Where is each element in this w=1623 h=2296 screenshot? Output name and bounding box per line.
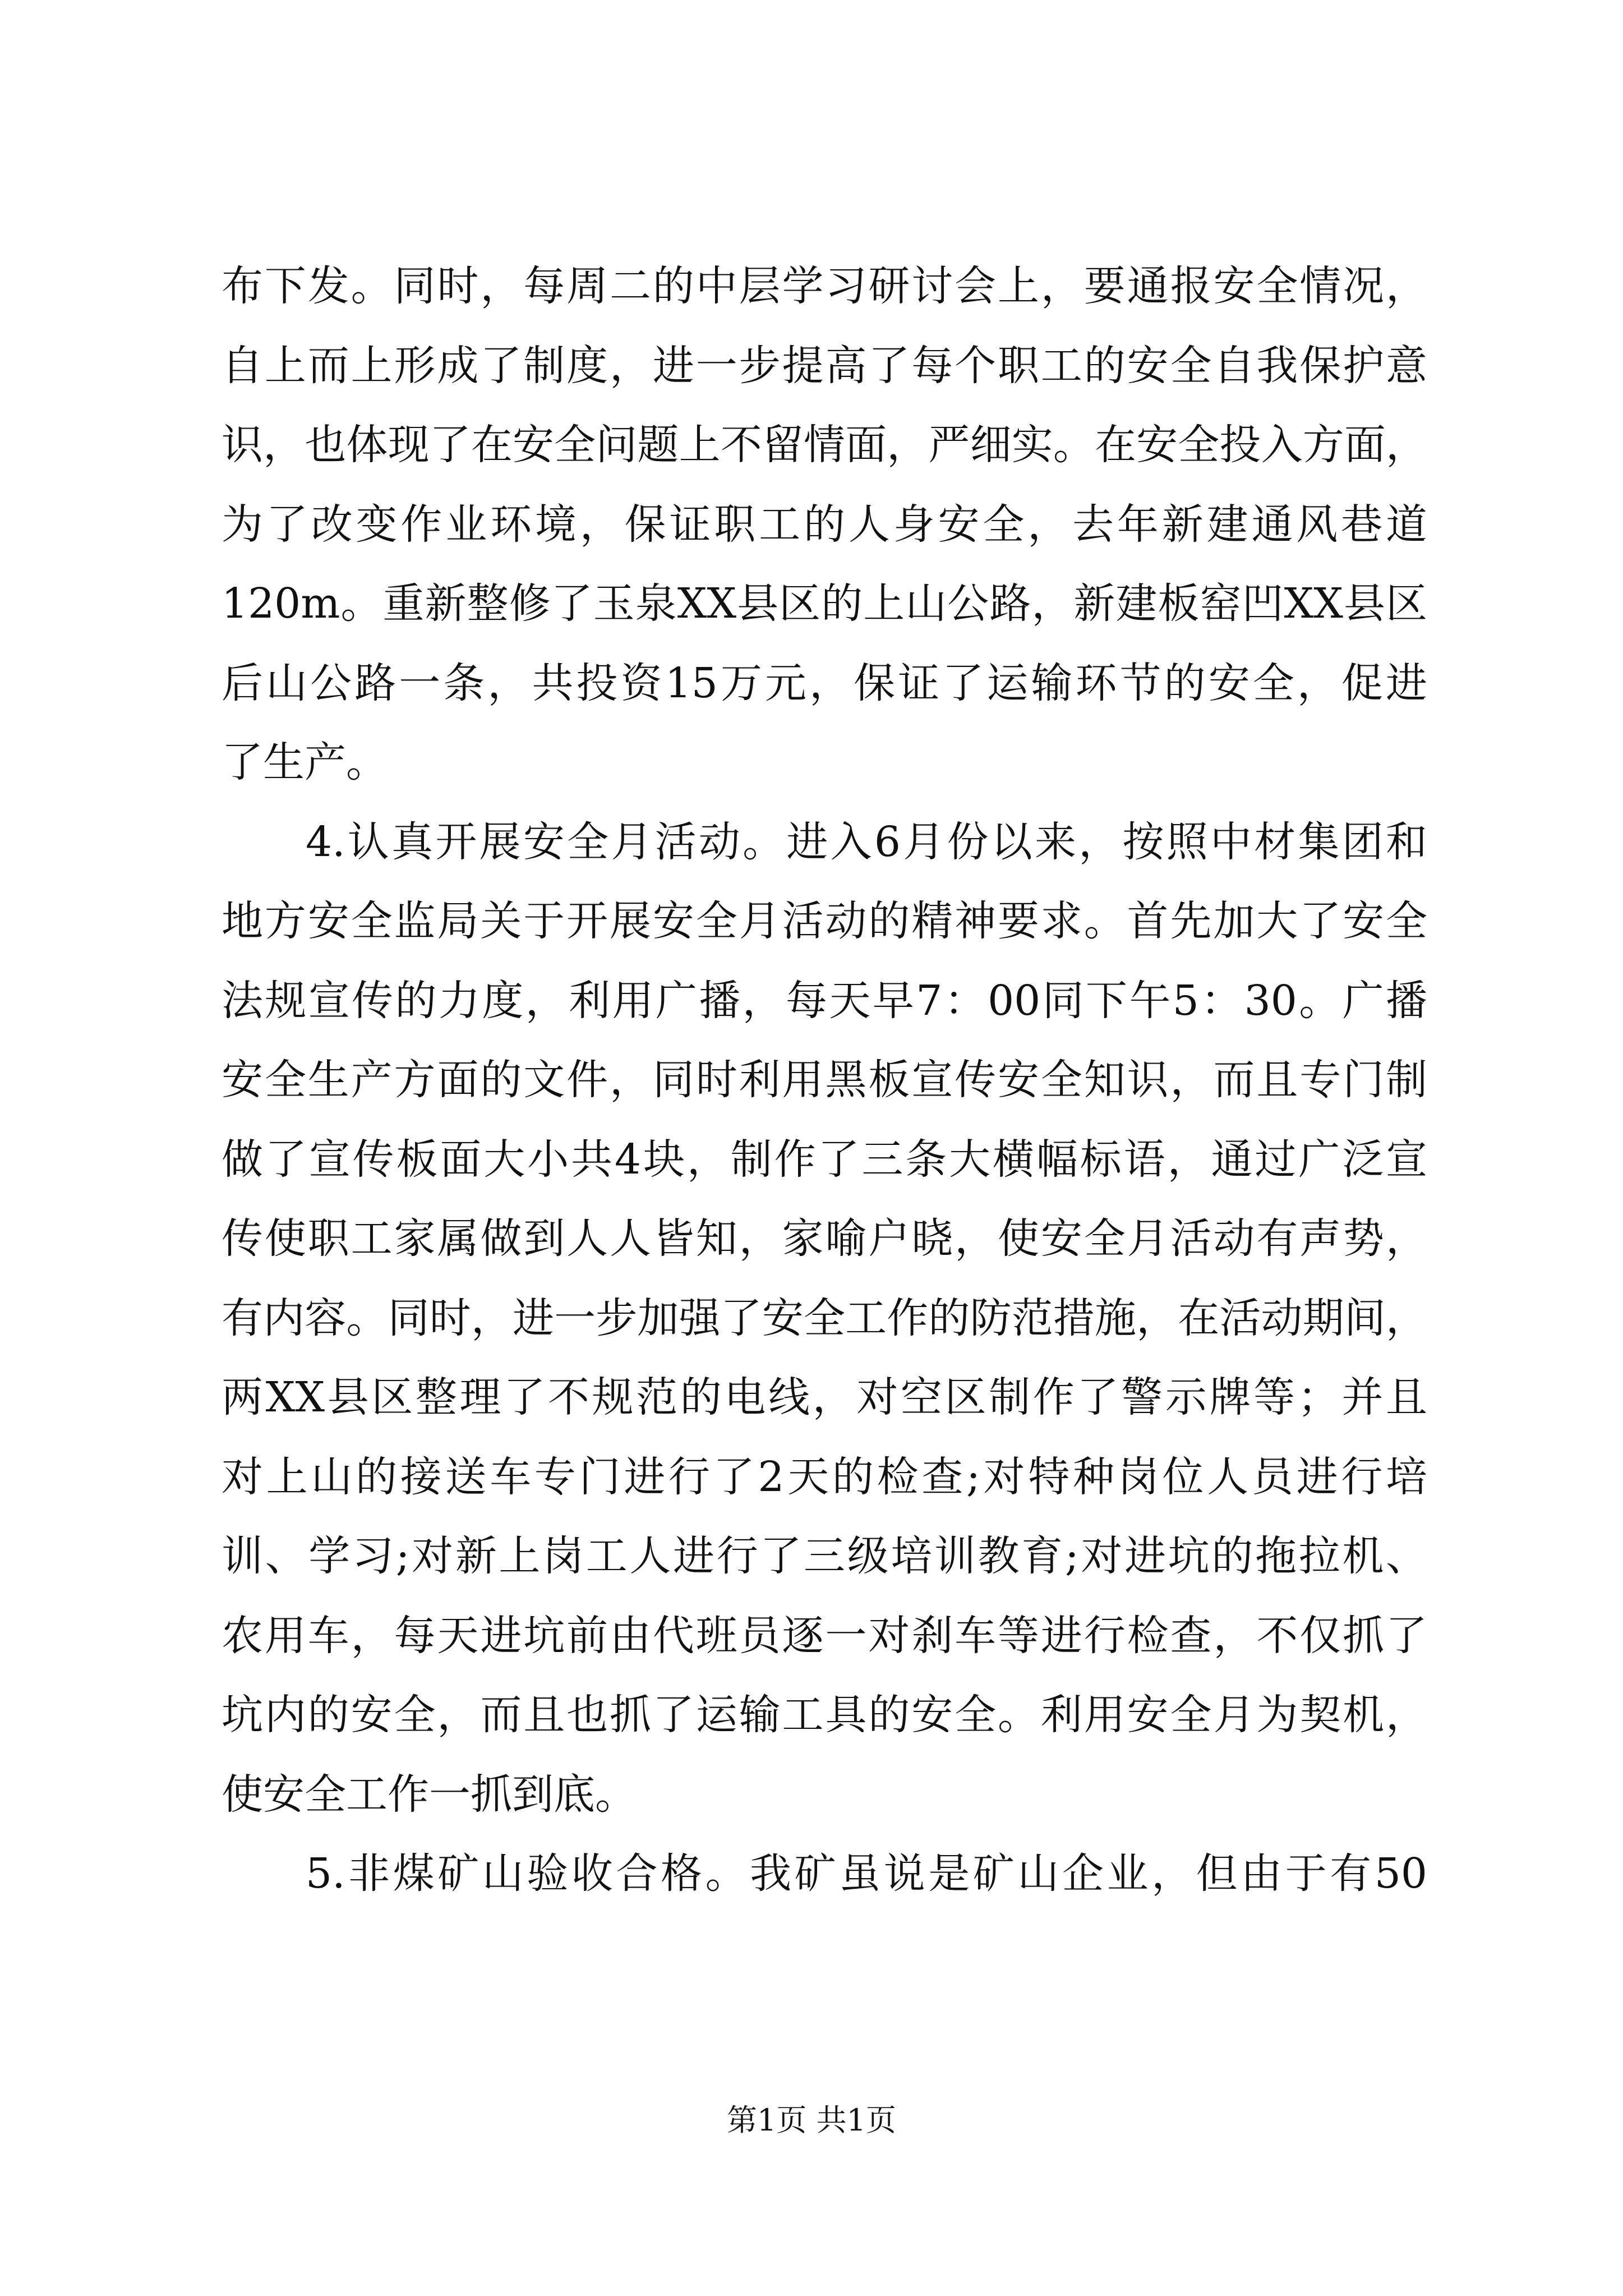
text-line-6: 后山公路一条，共投资15万元，保证了运输环节的安全，促进 — [222, 659, 1427, 707]
text-line-8: 4.认真开展安全月活动。进入6月份以来，按照中材集团和 — [306, 817, 1427, 866]
text-line-14: 有内容。同时，进一步加强了安全工作的防范措施，在活动期间， — [222, 1294, 1427, 1342]
text-line-7: 了生产。 — [222, 738, 388, 786]
text-line-3: 识，也体现了在安全问题上不留情面，严细实。在安全投入方面， — [222, 421, 1427, 469]
text-line-12: 做了宣传板面大小共4块，制作了三条大横幅标语，通过广泛宣 — [222, 1135, 1427, 1184]
text-line-10: 法规宣传的力度，利用广播，每天早7：00同下午5：30。广播 — [222, 976, 1427, 1025]
text-line-16: 对上山的接送车专门进行了2天的检查;对特种岗位人员进行培 — [222, 1452, 1427, 1501]
text-line-21: 5.非煤矿山验收合格。我矿虽说是矿山企业，但由于有50 — [306, 1849, 1427, 1898]
text-line-11: 安全生产方面的文件，同时利用黑板宣传安全知识，而且专门制 — [222, 1056, 1427, 1104]
text-line-5: 120m。重新整修了玉泉XX县区的上山公路，新建板窑凹XX县区 — [222, 579, 1427, 628]
text-line-4: 为了改变作业环境，保证职工的人身安全，去年新建通风巷道 — [222, 500, 1427, 549]
text-line-13: 传使职工家属做到人人皆知，家喻户晓，使安全月活动有声势， — [222, 1214, 1427, 1263]
text-line-18: 农用车，每天进坑前由代班员逐一对刹车等进行检查，不仅抓了 — [222, 1611, 1427, 1660]
text-line-2: 自上而上形成了制度，进一步提高了每个职工的安全自我保护意 — [222, 341, 1427, 390]
page-footer: 第1页 共1页 — [727, 2102, 896, 2138]
text-line-15: 两XX县区整理了不规范的电线，对空区制作了警示牌等；并且 — [222, 1373, 1427, 1421]
text-line-9: 地方安全监局关于开展安全月活动的精神要求。首先加大了安全 — [222, 897, 1427, 945]
text-line-19: 坑内的安全，而且也抓了运输工具的安全。利用安全月为契机， — [222, 1691, 1427, 1739]
text-line-1: 布下发。同时，每周二的中层学习研讨会上，要通报安全情况， — [222, 262, 1427, 310]
text-line-17: 训、学习;对新上岗工人进行了三级培训教育;对进坑的拖拉机、 — [222, 1532, 1427, 1580]
body-text — [222, 247, 1427, 1914]
text-line-20: 使安全工作一抓到底。 — [222, 1770, 637, 1819]
